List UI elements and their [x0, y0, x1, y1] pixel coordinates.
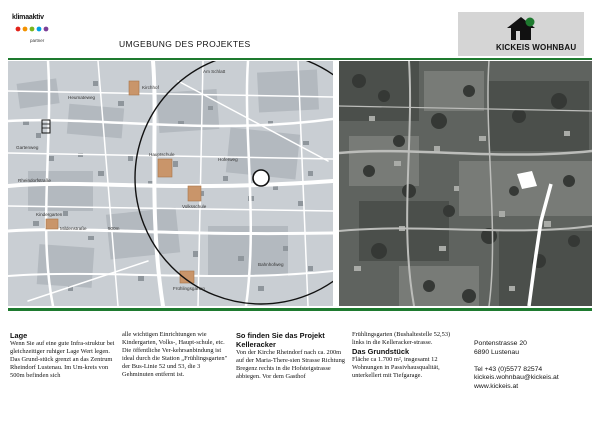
map-label: Heumateweg [68, 95, 96, 100]
map-label: Volksschule [182, 204, 207, 209]
contact-city: 6890 Lustenau [474, 348, 519, 356]
facility-hauptschule [158, 159, 172, 177]
page-header [0, 0, 600, 58]
aerial-photo [339, 61, 592, 306]
contact-website-link[interactable]: www.kickeis.at [474, 383, 519, 391]
map-label: Am Schlatt [203, 69, 226, 74]
directions-continued-body: Frühlingsgarten (Bushaltestelle 52,53) links in die Kelleracker-strasse. [352, 331, 451, 347]
contact-street: Pontenstrasse 20 [474, 340, 527, 347]
klima-dot [23, 27, 28, 32]
klima-dot [16, 27, 21, 32]
facility-volksschule [188, 186, 201, 201]
street-map [8, 61, 333, 306]
map-label: Bahnhofweg [258, 262, 284, 267]
map-label: Kirchhof [142, 85, 159, 90]
content-divider [8, 308, 592, 311]
plot-body: Fläche ca 1.700 m², insgesamt 12 Wohnungen in Passivhausqualität, unterkellert mit Tiefgarage. [352, 356, 440, 380]
klima-dot [44, 27, 49, 32]
contact-email-link[interactable]: kickeis.wohnbau@kickeis.at [474, 374, 559, 382]
location-heading: Lage [10, 331, 28, 340]
facility-kirchhof [129, 81, 139, 95]
directions-body: Von der Kirche Rheindorf nach ca. 200m auf der Maria-There-sien Strasse Richtung Bregenz rechts in die Hofsteigstrasse abbiegen. Vor dem Gasthof [236, 349, 345, 381]
klimaaktiv-partner-label: partner [30, 38, 45, 43]
house-icon [504, 14, 538, 42]
kickeis-wohnbau-logo [458, 12, 584, 56]
directions-heading: So finden Sie das Projekt Kelleracker [236, 331, 325, 349]
klimaaktiv-partner-logo [12, 14, 72, 50]
contact-phone[interactable]: Tel +43 (0)5577 82574 [474, 365, 543, 373]
plot-column [352, 331, 460, 380]
contact-block [474, 340, 592, 392]
project-location-marker [253, 170, 269, 186]
plot-heading: Das Grundstück [352, 347, 410, 357]
map-label: Hauptschule [149, 152, 175, 157]
location-continued-column [122, 331, 230, 380]
page-title: UMGEBUNG DES PROJEKTES [119, 39, 251, 49]
header-divider [8, 58, 592, 60]
klimaaktiv-wordmark: klimaaktiv [12, 14, 44, 21]
klimaaktiv-dots-icon [14, 24, 54, 34]
map-label: Mildenstraße [60, 226, 87, 231]
facility-kindergarten [46, 219, 58, 229]
directions-column [236, 331, 348, 381]
aerial-photo-graphic [339, 61, 592, 306]
location-body: Wenn Sie auf eine gute Infra-struktur bei gleichzeitiger ruhiger Lage Wert legen. Das Grund-stück grenzt an das Zentrum Rheindorf Lustenau. Im Um-kreis von 500m befinden sich [10, 340, 115, 380]
klima-dot [37, 27, 42, 32]
street-map-graphic [8, 61, 333, 306]
location-continued-body: alle wichtigen Einrichtungen wie Kindergarten, Volks-, Haupt-schule, etc. Die öffentliche Ver-kehrsanbindung ist ideal durch die Station „Frühlingsgarten" der Bus-Linie 52 und 53, die 3 Gehminuten entfernt ist. [122, 331, 228, 379]
map-label: Gartenweg [16, 145, 39, 150]
map-label: Kindergarten [36, 212, 63, 217]
radius-label: 500m [108, 226, 120, 231]
klima-dot [30, 27, 35, 32]
location-column [10, 331, 117, 380]
kickeis-wordmark: KICKEIS WOHNBAU [496, 43, 577, 52]
map-label: Rheindorfstraße [18, 178, 51, 183]
map-label: Frühlingsgarten [173, 286, 205, 291]
map-label: Hoferweg [218, 157, 238, 162]
